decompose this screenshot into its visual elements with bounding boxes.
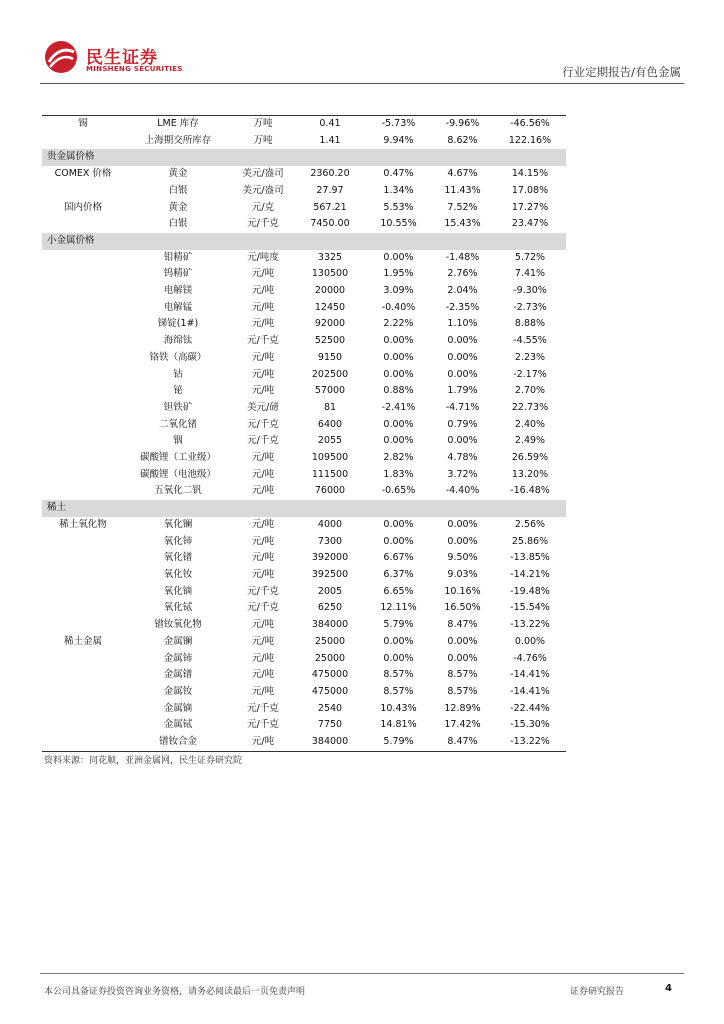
weekly-change-cell: 8.57% xyxy=(383,685,414,697)
group-cell xyxy=(42,684,124,701)
monthly-change-cell: 0.00% xyxy=(447,652,478,664)
unit-cell: 美元/盎司 xyxy=(242,168,284,180)
group-cell xyxy=(42,316,124,333)
weekly-change-cell: 0.47% xyxy=(383,168,414,180)
unit-cell: 元/千克 xyxy=(247,702,279,714)
monthly-change-cell: 9.03% xyxy=(447,568,478,580)
group-cell xyxy=(42,467,124,484)
weekly-change-cell: 2.82% xyxy=(383,452,414,464)
item-cell: 铬铁（高碳） xyxy=(149,351,207,363)
table-row xyxy=(42,567,566,584)
footer-disclaimer: 本公司具备证券投资咨询业务资格，请务必阅读最后一页免责声明 xyxy=(44,987,306,997)
weekly-change-cell: 6.65% xyxy=(383,585,414,597)
ytd-change-cell: -4.76% xyxy=(513,652,547,664)
weekly-change-cell: 0.00% xyxy=(383,535,414,547)
metals-price-table xyxy=(42,115,566,752)
unit-cell: 元/吨 xyxy=(251,318,275,330)
monthly-change-cell: 3.72% xyxy=(447,468,478,480)
table-row xyxy=(42,517,566,534)
weekly-change-cell: 0.00% xyxy=(383,652,414,664)
monthly-change-cell: 8.62% xyxy=(447,134,478,146)
monthly-change-cell: 8.57% xyxy=(447,685,478,697)
monthly-change-cell: 0.00% xyxy=(447,635,478,647)
monthly-change-cell: 8.47% xyxy=(447,619,478,631)
table-row xyxy=(42,166,566,183)
monthly-change-cell: 8.47% xyxy=(431,734,494,751)
monthly-change-cell: 15.43% xyxy=(444,218,481,230)
table-row xyxy=(42,717,566,734)
group-cell: 稀土金属 xyxy=(63,635,102,647)
footer-report-label: 证券研究报告 xyxy=(569,987,624,997)
unit-cell: 元/吨 xyxy=(251,452,275,464)
monthly-change-cell: 11.43% xyxy=(444,184,481,196)
price-cell: 6250 xyxy=(317,602,343,614)
table-row xyxy=(42,300,566,317)
unit-cell: 万吨 xyxy=(232,116,294,133)
ytd-change-cell: -15.30% xyxy=(510,719,550,731)
monthly-change-cell: 0.00% xyxy=(447,535,478,547)
table-row xyxy=(42,433,566,450)
unit-cell: 元/吨 xyxy=(251,351,275,363)
ytd-change-cell: 13.20% xyxy=(511,468,549,480)
price-cell: 1.41 xyxy=(319,134,341,146)
monthly-change-cell: 17.42% xyxy=(444,719,481,731)
weekly-change-cell: 2.22% xyxy=(383,318,414,330)
group-cell xyxy=(42,667,124,684)
item-cell: 五氧化二钒 xyxy=(154,485,202,497)
price-cell: 81 xyxy=(323,401,337,413)
ytd-change-cell: 0.00% xyxy=(514,635,546,647)
price-cell: 52500 xyxy=(314,335,346,347)
monthly-change-cell: 16.50% xyxy=(444,602,481,614)
weekly-change-cell: 6.67% xyxy=(383,552,414,564)
table-row xyxy=(42,701,566,718)
monthly-change-cell: -2.35% xyxy=(445,301,480,313)
item-cell: 黄金 xyxy=(168,168,188,180)
group-cell: 稀土氧化物 xyxy=(59,518,107,530)
unit-cell: 美元/磅 xyxy=(247,401,279,413)
monthly-change-cell: 0.79% xyxy=(447,418,478,430)
price-cell: 92000 xyxy=(314,318,346,330)
group-cell xyxy=(42,383,124,400)
ytd-change-cell: -13.22% xyxy=(510,619,550,631)
item-cell: 金属铈 xyxy=(163,652,193,664)
item-cell: 金属镝 xyxy=(163,702,193,714)
price-cell: 2360.20 xyxy=(310,168,350,180)
table-row xyxy=(42,400,566,417)
group-cell xyxy=(42,417,124,434)
item-cell: 上海期交所库存 xyxy=(144,134,212,146)
unit-cell: 元/吨 xyxy=(251,552,275,564)
ytd-change-cell: -46.56% xyxy=(494,116,566,133)
item-cell: 锑锭(1#) xyxy=(157,318,199,330)
header-divider xyxy=(40,83,684,84)
group-cell xyxy=(42,433,124,450)
unit-cell: 元/吨 xyxy=(251,468,275,480)
monthly-change-cell: 8.57% xyxy=(447,669,478,681)
item-cell: 氧化铈 xyxy=(163,535,193,547)
table-row xyxy=(42,383,566,400)
item-cell: 镨钕氧化物 xyxy=(154,619,202,631)
unit-cell: 元/吨 xyxy=(251,518,275,530)
unit-cell: 元/千克 xyxy=(247,335,279,347)
ytd-change-cell: -14.21% xyxy=(510,568,550,580)
table-row xyxy=(42,467,566,484)
group-cell xyxy=(42,483,124,500)
group-cell xyxy=(42,567,124,584)
weekly-change-cell: 5.53% xyxy=(383,201,414,213)
price-cell: 130500 xyxy=(311,268,349,280)
price-cell: 2005 xyxy=(317,585,343,597)
unit-cell: 元/吨 xyxy=(251,485,275,497)
unit-cell: 元/吨 xyxy=(251,301,275,313)
logo-english-name: MINSHENG SECURITIES xyxy=(86,65,183,73)
item-cell: 碳酸锂（工业级） xyxy=(139,452,216,464)
monthly-change-cell: 2.76% xyxy=(447,268,478,280)
group-cell xyxy=(42,333,124,350)
group-cell xyxy=(42,717,124,734)
monthly-change-cell: 1.10% xyxy=(447,318,478,330)
unit-cell: 元/吨 xyxy=(251,285,275,297)
table-row xyxy=(42,216,566,233)
page-number: 4 xyxy=(665,983,672,994)
monthly-change-cell: 4.78% xyxy=(447,452,478,464)
weekly-change-cell: 14.81% xyxy=(380,719,417,731)
table-row xyxy=(42,333,566,350)
item-cell: 金属钕 xyxy=(163,685,193,697)
table-row xyxy=(42,667,566,684)
group-cell xyxy=(42,133,124,150)
item-cell: 碳酸锂（电池级） xyxy=(139,468,216,480)
table-row xyxy=(42,200,566,217)
weekly-change-cell: 0.00% xyxy=(383,251,414,263)
item-cell: 氧化钕 xyxy=(163,568,193,580)
unit-cell: 元/千克 xyxy=(247,418,279,430)
item-cell: 铟 xyxy=(173,435,183,447)
item-cell: 钴 xyxy=(173,368,183,380)
unit-cell: 元/吨 xyxy=(251,385,275,397)
ytd-change-cell: -13.22% xyxy=(494,734,566,751)
section-label: 稀土 xyxy=(42,500,566,517)
price-cell: 20000 xyxy=(314,285,346,297)
item-cell: 镨钕合金 xyxy=(124,734,232,751)
weekly-change-cell: -2.41% xyxy=(381,401,416,413)
weekly-change-cell: 0.00% xyxy=(383,418,414,430)
ytd-change-cell: -13.85% xyxy=(510,552,550,564)
group-cell xyxy=(42,600,124,617)
group-cell: 锡 xyxy=(42,116,124,133)
monthly-change-cell: 1.79% xyxy=(447,385,478,397)
unit-cell: 元/吨 xyxy=(251,535,275,547)
monthly-change-cell: 2.04% xyxy=(447,285,478,297)
item-cell: 二氧化锗 xyxy=(158,418,197,430)
price-cell: 7450.00 xyxy=(310,218,350,230)
monthly-change-cell: 0.00% xyxy=(447,351,478,363)
logo-chinese-name: 民生证券 xyxy=(86,48,158,68)
item-cell: 电解镁 xyxy=(163,285,193,297)
weekly-change-cell: 5.79% xyxy=(383,619,414,631)
weekly-change-cell: 5.79% xyxy=(366,734,431,751)
table-row xyxy=(42,684,566,701)
unit-cell: 元/千克 xyxy=(247,585,279,597)
group-cell: COMEX 价格 xyxy=(54,168,112,180)
ytd-change-cell: -19.48% xyxy=(510,585,550,597)
ytd-change-cell: -22.44% xyxy=(510,702,550,714)
item-cell: 金属镨 xyxy=(163,669,193,681)
group-cell xyxy=(42,450,124,467)
weekly-change-cell: 1.83% xyxy=(383,468,414,480)
ytd-change-cell: 14.15% xyxy=(511,168,549,180)
price-cell: 109500 xyxy=(311,452,349,464)
weekly-change-cell: 12.11% xyxy=(380,602,417,614)
table-row xyxy=(42,534,566,551)
monthly-change-cell: -9.96% xyxy=(431,116,494,133)
item-cell: 铋 xyxy=(173,385,183,397)
monthly-change-cell: 0.00% xyxy=(447,368,478,380)
group-cell xyxy=(42,183,124,200)
ytd-change-cell: 2.40% xyxy=(514,418,546,430)
weekly-change-cell: 1.95% xyxy=(383,268,414,280)
group-cell xyxy=(42,550,124,567)
ytd-change-cell: 2.56% xyxy=(514,518,546,530)
ytd-change-cell: 2.23% xyxy=(514,351,546,363)
price-cell: 392000 xyxy=(311,552,349,564)
weekly-change-cell: 1.34% xyxy=(383,184,414,196)
price-cell: 475000 xyxy=(311,669,349,681)
item-cell: 氧化镧 xyxy=(163,518,193,530)
group-cell xyxy=(42,584,124,601)
ytd-change-cell: -2.73% xyxy=(513,301,547,313)
monthly-change-cell: 7.52% xyxy=(447,201,478,213)
table-row xyxy=(42,450,566,467)
weekly-change-cell: 0.00% xyxy=(383,435,414,447)
report-type: 行业定期报告/有色金属 xyxy=(562,65,681,79)
monthly-change-cell: -1.48% xyxy=(445,251,480,263)
ytd-change-cell: -9.30% xyxy=(513,285,547,297)
item-cell: 氧化镝 xyxy=(163,585,193,597)
ytd-change-cell: 8.88% xyxy=(514,318,546,330)
unit-cell: 元/吨度 xyxy=(247,251,279,263)
table-row xyxy=(42,617,566,634)
weekly-change-cell: -5.73% xyxy=(366,116,431,133)
price-cell: 25000 xyxy=(314,652,346,664)
group-cell xyxy=(42,266,124,283)
price-cell: 7300 xyxy=(317,535,343,547)
ytd-change-cell: 23.47% xyxy=(511,218,549,230)
monthly-change-cell: 9.50% xyxy=(447,552,478,564)
monthly-change-cell: 0.00% xyxy=(447,435,478,447)
price-cell: 111500 xyxy=(311,468,349,480)
ytd-change-cell: -2.17% xyxy=(513,368,547,380)
price-cell: 3325 xyxy=(317,251,343,263)
monthly-change-cell: 10.16% xyxy=(444,585,481,597)
group-cell xyxy=(42,651,124,668)
weekly-change-cell: 3.09% xyxy=(383,285,414,297)
item-cell: 海绵钛 xyxy=(163,335,193,347)
company-logo xyxy=(44,38,244,78)
price-cell: 9150 xyxy=(317,351,343,363)
section-row xyxy=(42,149,566,166)
price-cell: 76000 xyxy=(314,485,346,497)
weekly-change-cell: 10.43% xyxy=(380,702,417,714)
table-row xyxy=(42,367,566,384)
ytd-change-cell: 2.49% xyxy=(514,435,546,447)
unit-cell: 元/吨 xyxy=(251,652,275,664)
weekly-change-cell: 8.57% xyxy=(383,669,414,681)
ytd-change-cell: 5.72% xyxy=(514,251,546,263)
ytd-change-cell: -4.55% xyxy=(513,335,547,347)
table-row xyxy=(42,550,566,567)
price-cell: 25000 xyxy=(314,635,346,647)
group-cell xyxy=(42,367,124,384)
weekly-change-cell: 0.00% xyxy=(383,635,414,647)
item-cell: 氧化铽 xyxy=(163,602,193,614)
monthly-change-cell: -4.40% xyxy=(445,485,480,497)
weekly-change-cell: -0.40% xyxy=(381,301,416,313)
group-cell xyxy=(42,701,124,718)
unit-cell: 元/千克 xyxy=(247,435,279,447)
price-cell: 392500 xyxy=(311,568,349,580)
ytd-change-cell: 26.59% xyxy=(511,452,549,464)
price-cell: 2540 xyxy=(317,702,343,714)
weekly-change-cell: 10.55% xyxy=(380,218,417,230)
item-cell: 白银 xyxy=(168,184,188,196)
ytd-change-cell: -16.48% xyxy=(510,485,550,497)
weekly-change-cell: -0.65% xyxy=(381,485,416,497)
ytd-change-cell: 17.27% xyxy=(511,201,549,213)
item-cell: 金属铽 xyxy=(163,719,193,731)
unit-cell: 元/吨 xyxy=(251,619,275,631)
weekly-change-cell: 0.88% xyxy=(383,385,414,397)
group-cell xyxy=(42,734,124,751)
group-cell xyxy=(42,534,124,551)
group-cell: 国内价格 xyxy=(63,201,102,213)
weekly-change-cell: 0.00% xyxy=(383,518,414,530)
section-label: 小金属价格 xyxy=(42,233,566,250)
group-cell xyxy=(42,300,124,317)
price-cell: 2055 xyxy=(317,435,343,447)
weekly-change-cell: 0.00% xyxy=(383,351,414,363)
monthly-change-cell: 12.89% xyxy=(444,702,481,714)
price-cell: 384000 xyxy=(294,734,366,751)
item-cell: 黄金 xyxy=(168,201,188,213)
table-row xyxy=(42,133,566,150)
ytd-change-cell: 17.08% xyxy=(511,184,549,196)
price-cell: 4000 xyxy=(317,518,343,530)
group-cell xyxy=(42,350,124,367)
table-row xyxy=(42,483,566,500)
item-cell: 金属镧 xyxy=(163,635,193,647)
ytd-change-cell: 122.16% xyxy=(508,134,552,146)
table-row xyxy=(42,350,566,367)
ytd-change-cell: 25.86% xyxy=(511,535,549,547)
item-cell: 钽铁矿 xyxy=(163,401,193,413)
table-row xyxy=(42,316,566,333)
group-cell xyxy=(42,250,124,267)
price-cell: 27.97 xyxy=(316,184,344,196)
ytd-change-cell: 7.41% xyxy=(514,268,546,280)
ytd-change-cell: -14.41% xyxy=(510,669,550,681)
weekly-change-cell: 6.37% xyxy=(383,568,414,580)
data-source-note: 资料来源：同花顺，亚洲金属网，民生证券研究院 xyxy=(44,756,243,766)
monthly-change-cell: -4.71% xyxy=(445,401,480,413)
price-cell: 7750 xyxy=(317,719,343,731)
table-row xyxy=(42,266,566,283)
item-cell: 氧化镨 xyxy=(163,552,193,564)
unit-cell: 美元/盎司 xyxy=(242,184,284,196)
unit-cell: 元/吨 xyxy=(251,268,275,280)
item-cell: 钨精矿 xyxy=(163,268,193,280)
unit-cell: 元/千克 xyxy=(247,602,279,614)
price-cell: 384000 xyxy=(311,619,349,631)
table-row xyxy=(42,634,566,651)
item-cell: 白银 xyxy=(168,218,188,230)
price-cell: 567.21 xyxy=(313,201,347,213)
unit-cell: 万吨 xyxy=(253,134,273,146)
table-row xyxy=(42,651,566,668)
weekly-change-cell: 9.94% xyxy=(383,134,414,146)
section-label: 贵金属价格 xyxy=(42,149,566,166)
weekly-change-cell: 0.00% xyxy=(383,335,414,347)
ytd-change-cell: -14.41% xyxy=(510,685,550,697)
weekly-change-cell: 0.00% xyxy=(383,368,414,380)
table-row xyxy=(42,250,566,267)
group-cell xyxy=(42,283,124,300)
unit-cell: 元/千克 xyxy=(247,719,279,731)
table-row xyxy=(42,600,566,617)
section-row xyxy=(42,500,566,517)
unit-cell: 元/吨 xyxy=(251,368,275,380)
table-row xyxy=(42,584,566,601)
unit-cell: 元/吨 xyxy=(251,669,275,681)
group-cell xyxy=(42,617,124,634)
item-cell: LME 库存 xyxy=(124,116,232,133)
table-row xyxy=(42,417,566,434)
group-cell xyxy=(42,216,124,233)
unit-cell: 元/千克 xyxy=(247,218,279,230)
price-cell: 6400 xyxy=(317,418,343,430)
ytd-change-cell: 2.70% xyxy=(514,385,546,397)
unit-cell: 元/吨 xyxy=(251,568,275,580)
price-cell: 0.41 xyxy=(294,116,366,133)
group-cell xyxy=(42,400,124,417)
unit-cell: 元/克 xyxy=(251,201,275,213)
footer-divider xyxy=(40,973,684,974)
section-row xyxy=(42,233,566,250)
price-cell: 475000 xyxy=(311,685,349,697)
minsheng-logo-icon xyxy=(44,40,78,74)
price-cell: 12450 xyxy=(314,301,346,313)
item-cell: 钼精矿 xyxy=(163,251,193,263)
unit-cell: 元/吨 xyxy=(251,685,275,697)
monthly-change-cell: 4.67% xyxy=(447,168,478,180)
table-row xyxy=(42,734,566,751)
table-row xyxy=(42,116,566,133)
table-row xyxy=(42,183,566,200)
price-cell: 57000 xyxy=(314,385,346,397)
item-cell: 电解锰 xyxy=(163,301,193,313)
price-cell: 202500 xyxy=(311,368,349,380)
table-row xyxy=(42,283,566,300)
monthly-change-cell: 0.00% xyxy=(447,518,478,530)
monthly-change-cell: 0.00% xyxy=(447,335,478,347)
ytd-change-cell: -15.54% xyxy=(510,602,550,614)
unit-cell: 元/吨 xyxy=(232,734,294,751)
unit-cell: 元/吨 xyxy=(251,635,275,647)
ytd-change-cell: 22.73% xyxy=(511,401,549,413)
